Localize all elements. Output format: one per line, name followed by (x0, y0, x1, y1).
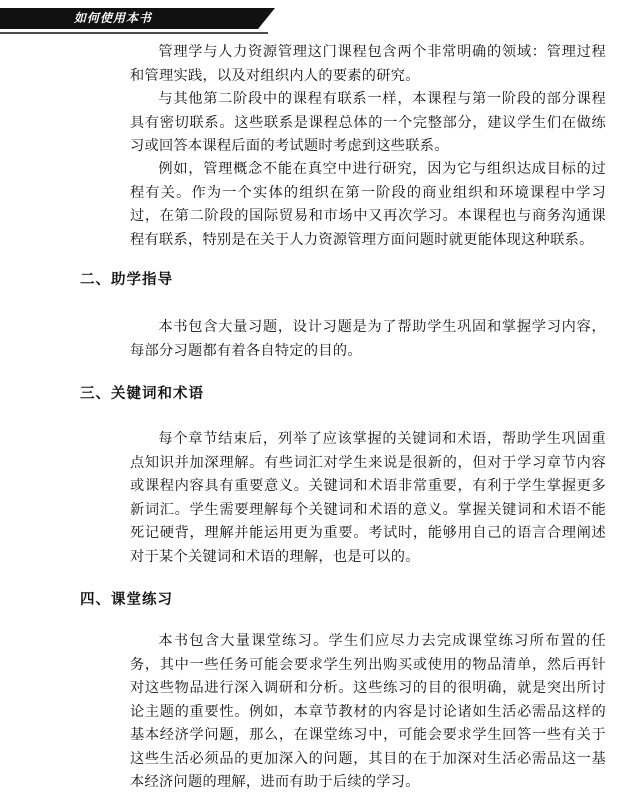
section-paragraph-exercises: 本书包含大量课堂练习。学生们应尽力去完成课堂练习所布置的任务，其中一些任务可能会要求学生列出购买或使用的物品清单，然后再针对这些物品进行深入调研和分析。这些练习的目的很明确，就是突出所讨论主题的重要性。例如，本章节教材的内容是讨论诸如生活必需品这样的基本经济学问题，那么，在课堂练习中，可能会要求学生回答一些有关于这些生活必须品的更加深入的问题，其目的在于加深对生活必需品这一基本经济问题的理解，进而有助于后续的学习。 (130, 633, 606, 790)
intro-paragraph-1: 管理学与人力资源管理这门课程包含两个非常明确的领域：管理过程和管理实践，以及对组织内人的要素的研究。 (130, 44, 606, 84)
section-paragraph-keywords: 每个章节结束后，列举了应该掌握的关键词和术语，帮助学生巩固重点知识并加深理解。有些词汇对学生来说是很新的，但对于学习章节内容或课程内容具有重要意义。关键词和术语非常重要，有利于学生掌握更多新词汇。学生需要理解每个关键词和术语的意义。掌握关键词和术语不能死记硬背，理解并能运用更为重要。考试时，能够用自己的语言合理阐述对于某个关键词和术语的理解，也是可以的。 (130, 431, 606, 565)
header-title: 如何使用本书 (74, 11, 153, 25)
section-paragraph-guidance: 本书包含大量习题，设计习题是为了帮助学生巩固和掌握学习内容，每部分习题都有着各自特定的目的。 (130, 319, 606, 359)
running-header (0, 0, 642, 36)
section-heading-guidance: 二、助学指导 (80, 272, 173, 288)
section-heading-exercises: 四、课堂练习 (80, 592, 173, 608)
intro-paragraph-2: 与其他第二阶段中的课程有联系一样，本课程与第一阶段的部分课程具有密切联系。这些联系是课程总体的一个完整部分，建议学生们在做练习或回答本课程后面的考试题时考虑到这些联系。 (130, 91, 606, 154)
intro-paragraph-3: 例如，管理概念不能在真空中进行研究，因为它与组织达成目标的过程有关。作为一个实体的组织在第一阶段的商业组织和环境课程中学习过，在第二阶段的国际贸易和市场中又再次学习。本课程也与商务沟通课程有联系，特别是在关于人力资源管理方面问题时就更能体现这种联系。 (130, 161, 606, 248)
section-heading-keywords: 三、关键词和术语 (80, 386, 204, 402)
